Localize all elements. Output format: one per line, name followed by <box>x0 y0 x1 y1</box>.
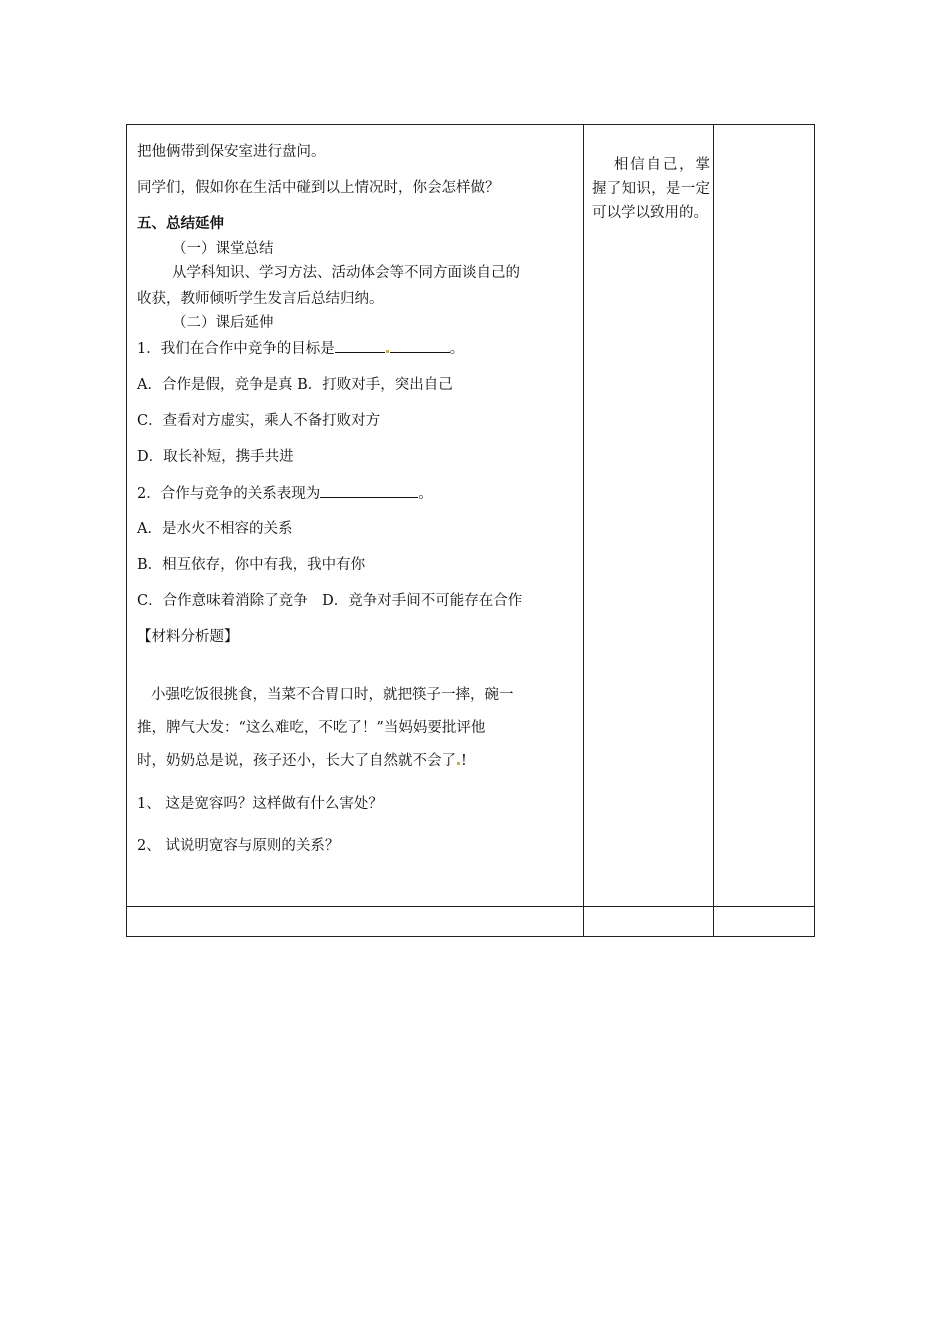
note-text: 相信自己，掌握了知识，是一定可以学以致用的。 <box>592 157 710 221</box>
mark-dot <box>386 350 389 353</box>
mark-dot <box>457 762 460 765</box>
story-end: ! <box>461 753 467 769</box>
answer-blank <box>335 338 385 353</box>
question-text: 1．我们在合作中竞争的目标是 <box>137 341 335 357</box>
column-divider-1 <box>583 125 584 936</box>
question-end: 。 <box>449 341 465 357</box>
option-line: B．相互依存，你中有我，我中有你 <box>137 557 366 573</box>
answer-blank <box>320 483 418 498</box>
story-text: 时，奶奶总是说，孩子还小，长大了自然就不会了 <box>137 753 456 769</box>
material-question: 2、 试说明宽容与原则的关系？ <box>137 838 340 854</box>
story-line: 推，脾气大发：“这么难吃，不吃了！”当妈妈要批评他 <box>137 720 486 736</box>
option-line: D．取长补短，携手共进 <box>137 449 294 465</box>
paragraph-line: 从学科知识、学习方法、活动体会等不同方面谈自己的 <box>172 265 520 281</box>
question-1 <box>137 338 464 359</box>
column-divider-2 <box>713 125 714 936</box>
text-line: 同学们，假如你在生活中碰到以上情况时，你会怎样做？ <box>137 180 500 196</box>
material-question: 1、 这是宽容吗？这样做有什么害处？ <box>137 796 383 812</box>
option-line: A．是水火不相容的关系 <box>137 521 293 537</box>
story-line <box>137 751 467 771</box>
lesson-table <box>126 124 815 937</box>
option-line: A．合作是假，竞争是真 B．打败对手，突出自己 <box>137 377 453 393</box>
text-line: 把他俩带到保安室进行盘问。 <box>137 144 326 160</box>
section-heading: 五、总结延伸 <box>137 216 224 232</box>
answer-blank <box>390 338 450 353</box>
subheading: （一）课堂总结 <box>172 241 274 257</box>
story-line: 小强吃饭很挑食，当菜不合胃口时，就把筷子一摔，碗一 <box>151 687 514 703</box>
row-divider <box>127 906 814 907</box>
question-2 <box>137 483 433 504</box>
material-heading: 【材料分析题】 <box>137 629 239 645</box>
option-line: C．合作意味着消除了竞争 D．竞争对手间不可能存在合作 <box>137 593 523 609</box>
question-text: 2．合作与竞争的关系表现为 <box>137 486 321 502</box>
teaching-note <box>592 153 710 225</box>
question-end: 。 <box>418 486 433 502</box>
paragraph-line: 收获，教师倾听学生发言后总结归纳。 <box>137 291 384 307</box>
subheading: （二）课后延伸 <box>172 315 274 331</box>
option-line: C．查看对方虚实，乘人不备打败对方 <box>137 413 381 429</box>
